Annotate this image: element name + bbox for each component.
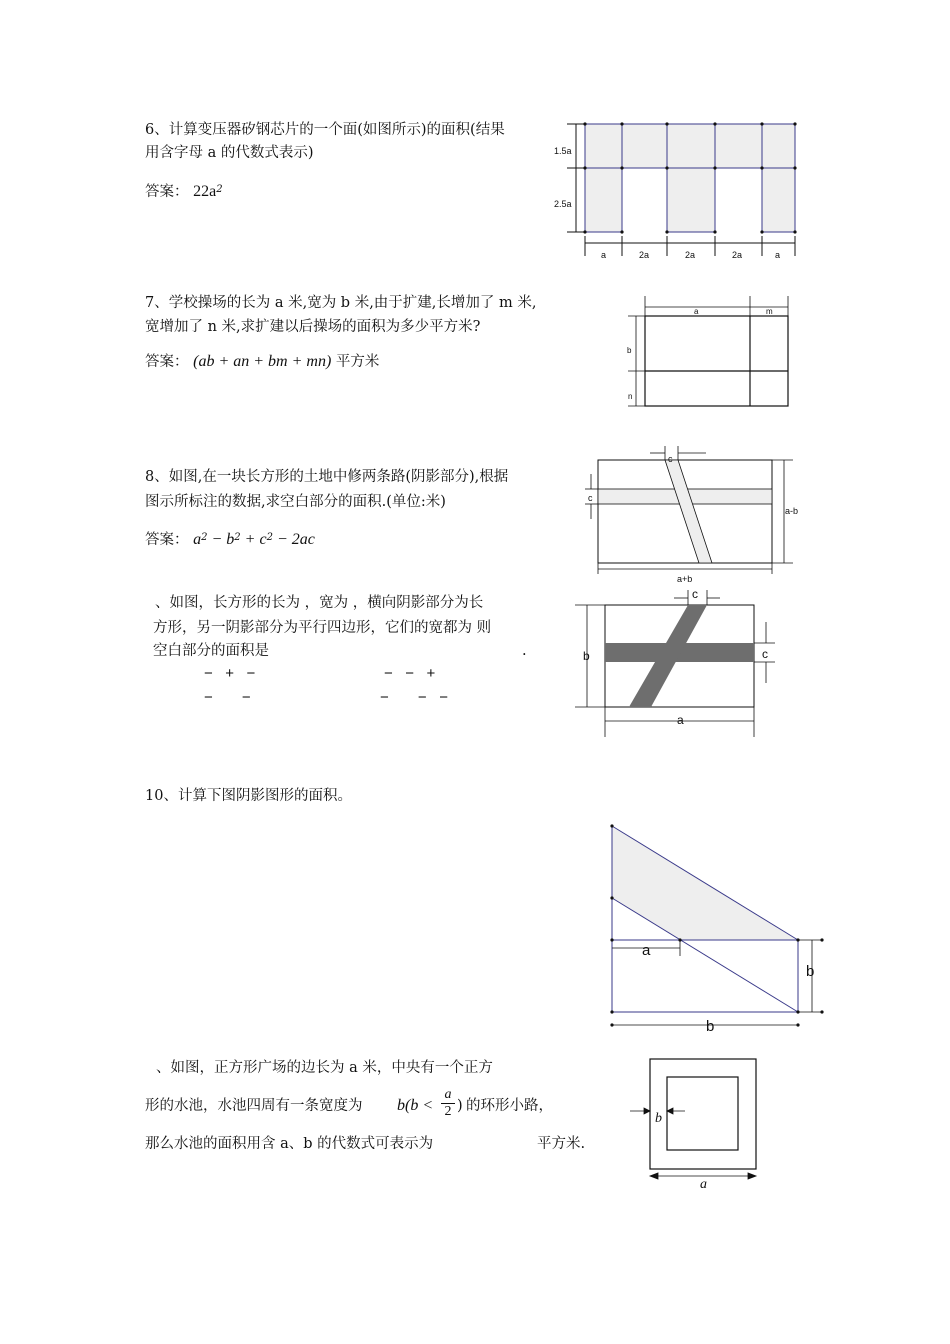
- q6-label-w1: 2a: [639, 250, 650, 260]
- q9-blank-end: .: [522, 643, 527, 659]
- q7-label-a: a: [694, 307, 699, 316]
- q7-label-m: m: [766, 307, 773, 316]
- q8-text-line1: 8、如图,在一块长方形的土地中修两条路(阴影部分),根据: [145, 469, 509, 485]
- q11-text-line1: 、如图，正方形广场的边长为 a 米，中央有一个正方: [156, 1060, 493, 1076]
- q7-text-line1: 7、学校操场的长为 a 米,宽为 b 米,由于扩建,长增加了 m 米,: [145, 295, 537, 311]
- q6-label-w3: 2a: [732, 250, 743, 260]
- q7-answer-unit: 平方米: [335, 354, 380, 370]
- q6-label-w2: 2a: [685, 250, 696, 260]
- q10-label-b-right: b: [806, 963, 815, 980]
- q9-label-c-right: c: [762, 647, 768, 661]
- q9-option-row2-right: − − −: [380, 689, 448, 706]
- q11-cond-open: (b <: [405, 1097, 434, 1114]
- q9-text-line2: 方形，另一阴影部分为平行四边形，它们的宽都为 则: [153, 620, 492, 636]
- q6-answer-label: 答案：: [145, 184, 189, 200]
- q7-text-line2: 宽增加了 n 米,求扩建以后操场的面积为多少平方米?: [145, 319, 481, 335]
- q9-label-a: a: [677, 713, 684, 727]
- q11-cond-close: ): [457, 1098, 463, 1114]
- q11-fraction-denominator: 2: [444, 1104, 452, 1119]
- q11-cond-b: b: [397, 1097, 405, 1114]
- q10-label-b-bottom: b: [706, 1018, 715, 1035]
- q11-text-line2-pre: 形的水池，水池四周有一条宽度为: [145, 1098, 363, 1114]
- q11-label-b: b: [655, 1111, 662, 1126]
- q8-answer-b: − b: [207, 531, 235, 548]
- q8-label-c-left: c: [588, 493, 593, 503]
- q9-option-row1-left: − + −: [204, 665, 256, 682]
- q9-option-row1-right: − − +: [384, 665, 436, 682]
- q7-label-b: b: [627, 346, 632, 355]
- q6-answer-value: 22a: [193, 183, 217, 200]
- q8-exp-3: 2: [266, 532, 273, 543]
- q7-answer-value: (ab + an + bm + mn): [193, 353, 332, 370]
- q8-answer-c: + c: [240, 531, 267, 548]
- q11-text-line3: 那么水池的面积用含 a、b 的代数式可表示为: [145, 1136, 434, 1152]
- q6-label-w0: a: [601, 250, 607, 260]
- q8-text-line2: 图示所标注的数据,求空白部分的面积.(单位:米): [145, 494, 446, 510]
- q9-text-line3: 空白部分的面积是: [153, 643, 269, 659]
- q8-exp-2: 2: [234, 532, 241, 543]
- q10-label-a: a: [642, 942, 651, 959]
- q10-text-line1: 10、计算下图阴影图形的面积。: [145, 788, 352, 804]
- q6-label-2.5a: 2.5a: [554, 199, 572, 209]
- q6-text-line2: 用含字母 a 的代数式表示): [145, 145, 314, 161]
- q8-label-c-top: c: [668, 454, 673, 464]
- q8-label-a-plus-b: a+b: [677, 574, 693, 584]
- q8-answer-a: a: [193, 531, 202, 548]
- q11-label-a: a: [700, 1177, 707, 1192]
- q8-exp-1: 2: [201, 532, 208, 543]
- q6-answer-exponent: 2: [216, 184, 223, 195]
- q9-label-b: b: [583, 649, 590, 663]
- q9-text-line1: 、如图，长方形的长为 ，宽为 ，横向阴影部分为长: [155, 595, 484, 611]
- q7-label-n: n: [628, 392, 633, 401]
- q8-answer-label: 答案：: [145, 532, 189, 548]
- q7-answer-label: 答案：: [145, 354, 189, 370]
- q11-fraction-numerator: a: [441, 1087, 455, 1104]
- q8-label-a-minus-b: a-b: [785, 506, 799, 516]
- q8-answer-tail: − 2ac: [272, 531, 315, 548]
- q6-text-line1: 6、计算变压器矽钢芯片的一个面(如图所示)的面积(结果: [145, 122, 505, 138]
- q9-option-row2-left: − −: [204, 689, 251, 706]
- q9-label-c-top: c: [692, 587, 698, 601]
- q11-text-line3-unit: 平方米.: [537, 1136, 586, 1152]
- q6-label-w4: a: [775, 250, 781, 260]
- q6-label-1.5a: 1.5a: [554, 146, 572, 156]
- q11-text-line2-post: 的环形小路，: [466, 1098, 553, 1114]
